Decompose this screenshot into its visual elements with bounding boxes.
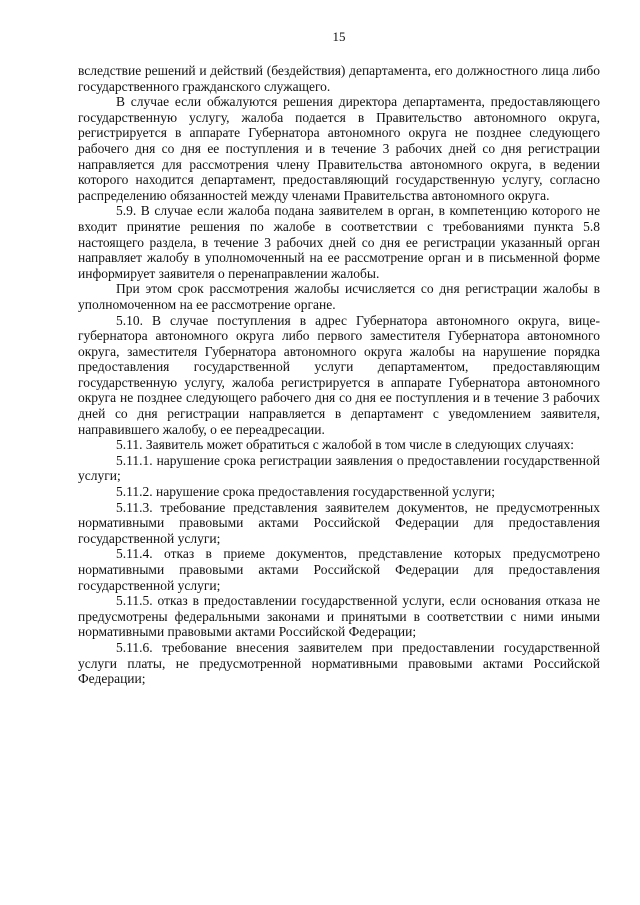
paragraph: 5.11. Заявитель может обратиться с жалобой в том числе в следующих случаях:	[116, 437, 574, 453]
document-body	[78, 63, 600, 687]
paragraph: 5.11.2. нарушение срока предоставления государственной услуги;	[116, 484, 496, 500]
paragraph: 5.10. В случае поступления в адрес Губернатора автономного округа, вице-губернатора автономного округа либо первого заместителя Губернатора автономного округа, заместителя Губернатора автономного округа жалобы на нарушение порядка предоставления государственной услуги департаментом, предоставляющим государственную услугу, жалоба регистрируется в аппарате Губернатора автономного округа не позднее следующего рабочего дня со дня ее поступления и в течение 3 рабочих дней со дня регистрации направляется в департамент с уведомлением заявителя, направившего жалобу, о ее переадресации.	[78, 312, 600, 437]
paragraph: 5.11.6. требование внесения заявителем при предоставлении государственной услуги платы, не предусмотренной нормативными правовыми актами Российской Федерации;	[78, 639, 600, 687]
paragraph: вследствие решений и действий (бездействия) департамента, его должностного лица либо государственного гражданского служащего.	[78, 63, 600, 94]
paragraph: 5.11.1. нарушение срока регистрации заявления о предоставлении государственной услуги;	[78, 452, 600, 484]
paragraph: 5.11.3. требование представления заявителем документов, не предусмотренных нормативными правовыми актами Российской Федерации для предоставления государственной услуги;	[78, 499, 600, 546]
paragraph: 5.11.5. отказ в предоставлении государственной услуги, если основания отказа не предусмотрены федеральными законами и принятыми в соответствии с ними иными нормативными правовыми актами Российской Федерации;	[78, 593, 600, 640]
paragraph: При этом срок рассмотрения жалобы исчисляется со дня регистрации жалобы в уполномоченном на ее рассмотрение органе.	[78, 281, 600, 312]
paragraph: 5.9. В случае если жалоба подана заявителем в орган, в компетенцию которого не входит принятие решения по жалобе в соответствии с требованиями пункта 5.8 настоящего раздела, в течение 3 рабочих дней со дня ее регистрации указанный орган направляет жалобу в уполномоченный на ее рассмотрение орган и в письменной форме информирует заявителя о перенаправлении жалобы.	[78, 203, 600, 281]
paragraph: 5.11.4. отказ в приеме документов, представление которых предусмотрено нормативными правовыми актами Российской Федерации для предоставления государственной услуги;	[78, 546, 600, 593]
page-number: 15	[332, 29, 346, 44]
paragraph: В случае если обжалуются решения директора департамента, предоставляющего государственную услугу, жалоба подается в Правительство автономного округа, регистрируется в аппарате Губернатора автономного округа не позднее следующего рабочего дня со дня ее поступления и в течение 3 рабочих дней со дня регистрации направляется для рассмотрения члену Правительства автономного округа, в ведении которого находится департамент, предоставляющий государственную услугу, согласно распределению обязанностей между членами Правительства автономного округа.	[78, 94, 600, 203]
